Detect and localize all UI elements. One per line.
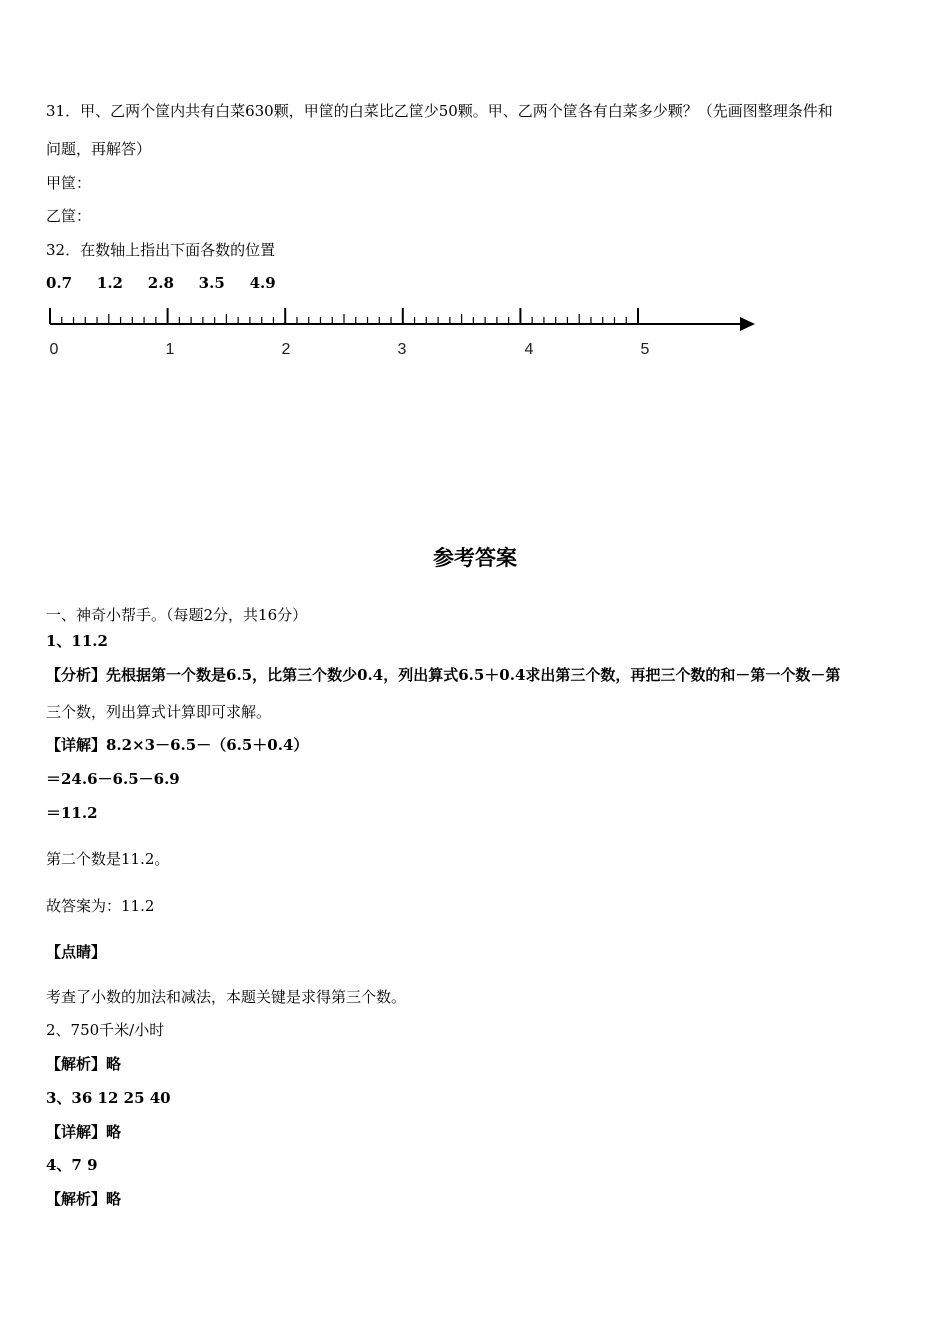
- q31-yi-label: 乙筐：: [46, 207, 92, 225]
- q32-number: 0.7: [46, 274, 73, 292]
- q31-jia-label: 甲筐：: [46, 174, 92, 192]
- a1-result: 第二个数是11.2。: [46, 850, 170, 868]
- a1-step1: ＝24.6－6.5－6.9: [46, 770, 180, 788]
- number-line-labels: [50, 341, 650, 358]
- q32-number: 2.8: [147, 274, 174, 292]
- section1-heading: 一、神奇小帮手。（每题2分，共16分）: [46, 606, 308, 624]
- a3-note: 【详解】略: [46, 1123, 122, 1141]
- axis-label: 5: [640, 341, 650, 358]
- a1-head: 1、11.2: [46, 632, 108, 650]
- answers-title: 参考答案: [433, 545, 517, 570]
- a1-analysis-line2: 三个数，列出算式计算即可求解。: [46, 703, 272, 721]
- a4-head: 4、7 9: [46, 1156, 98, 1174]
- axis-label: 4: [524, 341, 534, 358]
- a1-tip: 考查了小数的加法和减法，本题关键是求得第三个数。: [46, 988, 407, 1006]
- axis-label: 1: [165, 341, 175, 358]
- q31-line2: 问题，再解答）: [46, 140, 152, 158]
- axis-label: 0: [49, 341, 59, 358]
- number-line: [40, 300, 770, 365]
- q32-number-list: [46, 273, 296, 293]
- a1-step2: ＝11.2: [46, 804, 98, 822]
- q32-number: 1.2: [96, 274, 123, 292]
- a2-note: 【解析】略: [46, 1055, 122, 1073]
- q32-prompt: 32．在数轴上指出下面各数的位置: [46, 241, 276, 259]
- q32-number: 4.9: [249, 274, 276, 292]
- a1-detail: 【详解】8.2×3－6.5－（6.5＋0.4）: [46, 736, 309, 754]
- a4-note: 【解析】略: [46, 1190, 122, 1208]
- number-line-ticks: [50, 308, 638, 324]
- axis-label: 2: [281, 341, 291, 358]
- a3-head: 3、36 12 25 40: [46, 1089, 171, 1107]
- q31-line1: 31．甲、乙两个筐内共有白菜630颗，甲筐的白菜比乙筐少50颗。甲、乙两个筐各有白菜多少颗？（先画图整理条件和: [46, 102, 833, 120]
- q32-number: 3.5: [198, 274, 225, 292]
- axis-label: 3: [397, 341, 407, 358]
- number-line-arrow-icon: [740, 317, 755, 331]
- a1-tip-label: 【点睛】: [46, 943, 107, 961]
- a1-final: 故答案为：11.2: [46, 897, 155, 915]
- a2-head: 2、750千米/小时: [46, 1021, 165, 1039]
- a1-analysis-line1: 【分析】先根据第一个数是6.5，比第三个数少0.4，列出算式6.5＋0.4求出第三个数，再把三个数的和－第一个数－第: [46, 666, 841, 684]
